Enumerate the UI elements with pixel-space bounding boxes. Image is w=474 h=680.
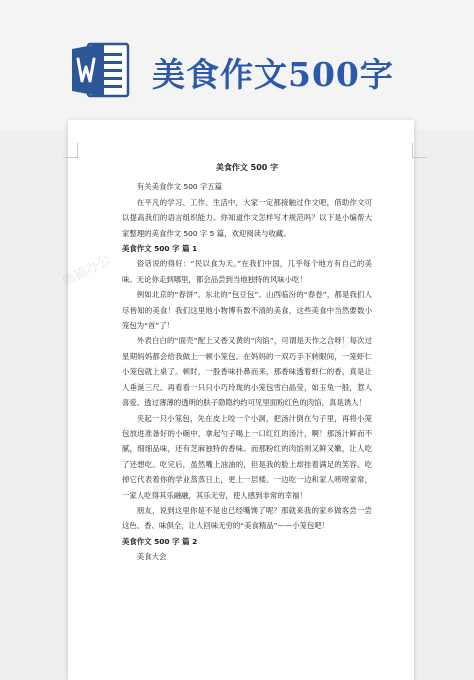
intro-line: 有关美食作文 500 字五篇 [136, 182, 223, 192]
paragraph: 夹起一只小笼包，先在皮上咬一个小洞，把汤汁倒在勺子里，再将小笼包放进准备好的小碗中，拿起勺子喝上一口红红的汤汁，啊！那汤汁鲜而不腻，细细品味，还有芝麻独特的香味。而那粉红的肉馅则又鲜又嫩，让人吃了还想吃。吃完后，虽然嘴上油油的，但是我的脸上却挂着满足的笑容。吃掉它代表着你的学业蒸蒸日上，更上一层楼。一边吃一边和家人唠唠家常，一家人吃得其乐融融，其乐无穷，使人感到非常的幸福！ [122, 413, 372, 500]
document-title-banner: 美食作文500字 [152, 55, 394, 94]
document-heading: 美食作文 500 字 [215, 163, 279, 172]
watermark: 熊猫办公 [150, 462, 204, 501]
paragraph: 朋友，说到这里你是不是也已经嘴馋了呢？那就来我的家乡做客尝一尝这色、香、味俱全，让人回味无穷的“美食精品”——小笼包吧！ [122, 505, 372, 531]
section-heading: 美食作文 500 字 篇 2 [122, 536, 198, 546]
paragraph: 外表白白的“面壳”配上又香又黄的“肉馅”，可谓是天作之合呀！每次过星期妈妈都会给我做上一顿小笼包。在妈妈的一双巧手下转眼间，一笼虾仁小笼包就上桌了。顿时，一股香味扑鼻而来，那香味透着虾仁的香，真是让人垂涎三尺。再看看一只只小巧玲珑的小笼包雪白晶莹，如玉兔一般，惹人喜爱。透过薄薄的透明的肤子隐隐约约可见里面粉红色的肉馅，真是诱人！ [122, 336, 372, 408]
margin-corner-top-right [412, 143, 427, 158]
word-document-icon [70, 40, 132, 100]
watermark: 熊猫办公 [300, 332, 354, 371]
paragraph: 例如北京的“春饼”、东北的“包豆包”、山西临汾的“春卷”，都是我们人尽皆知的美食！我们这里地小物博有数不清的美食，这些美食中当然要数小笼包为“首”了！ [122, 290, 372, 331]
paragraph: 在平凡的学习、工作、生活中，大家一定都接触过作文吧，借助作文可以提高我们的语言组织能力。你知道作文怎样写才规范吗？以下是小编帮大家整理的美食作文 500 字 5 篇，欢迎阅读与收藏。 [122, 197, 372, 238]
document-body [122, 160, 372, 565]
paragraph: 美食大会 [136, 552, 167, 562]
margin-corner-top-left [63, 143, 78, 158]
watermark: 熊猫办公 [60, 252, 114, 291]
section-heading: 美食作文 500 字 篇 1 [122, 244, 198, 254]
paragraph: 俗话说的得好：“民以食为天。”在我们中国，几乎每个地方有自己的美味。无论你走到哪里，都会品尝到当地独特的风味小吃！ [122, 259, 372, 284]
